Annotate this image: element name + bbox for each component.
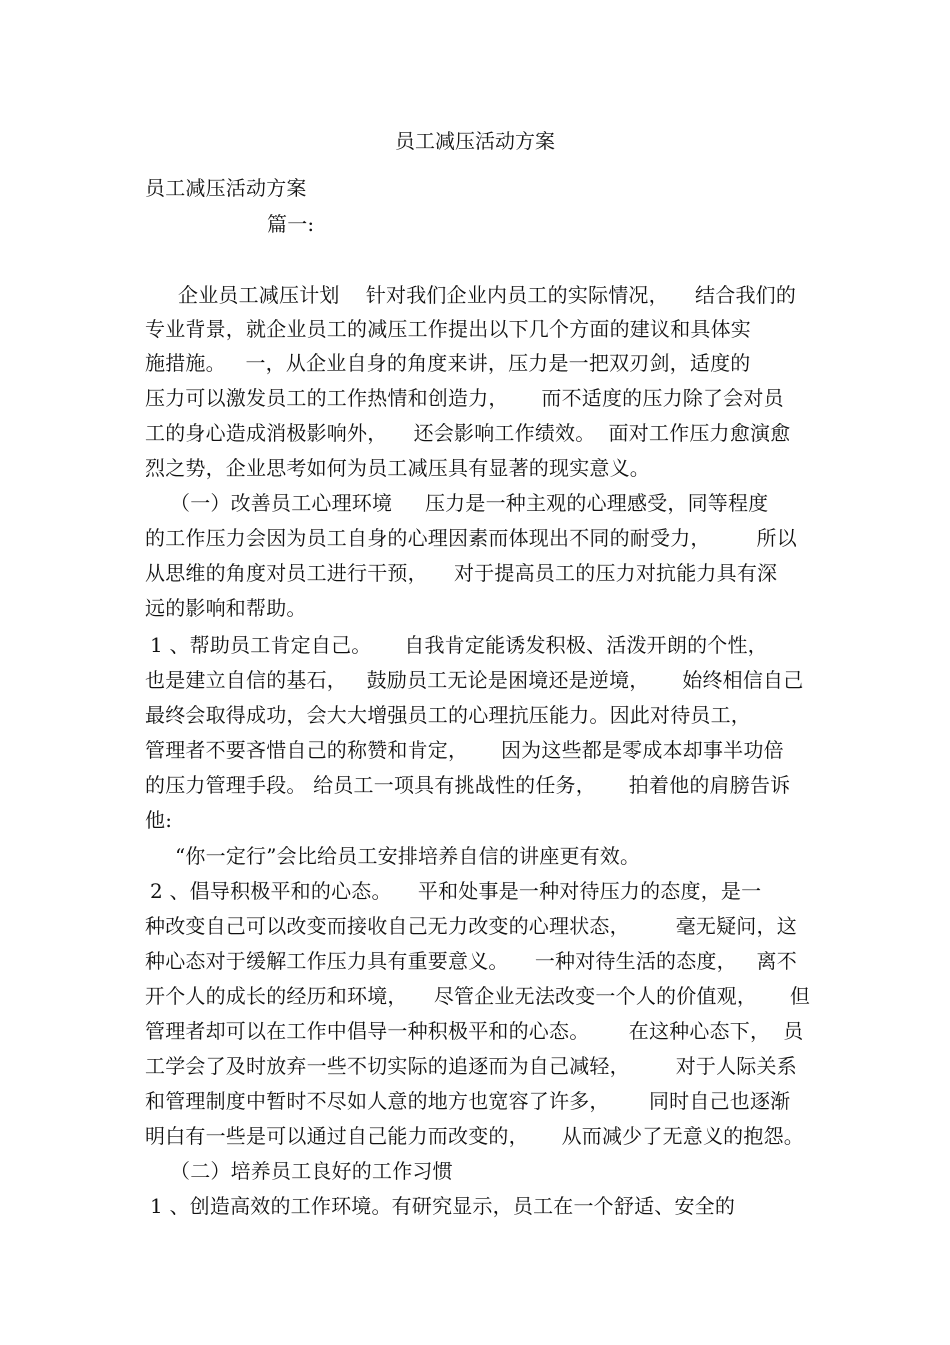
paragraph-line: “你一定行”会比给员工安排培养自信的讲座更有效。 — [175, 844, 641, 868]
document-title: 员工减压活动方案 — [395, 129, 555, 153]
paragraph-line: 施措施。 一，从企业自身的角度来讲，压力是一把双刃剑，适度的 — [145, 351, 751, 375]
paragraph-line: （一）改善员工心理环境 压力是一种主观的心理感受，同等程度 — [170, 491, 769, 515]
paragraph-line: 烈之势，企业思考如何为员工减压具有显著的现实意义。 — [145, 456, 650, 480]
paragraph-line: 明白有一些是可以通过自己能力而改变的， 从而减少了无意义的抱怨。 — [145, 1124, 804, 1148]
paragraph-line: 1 、创造高效的工作环境。有研究显示，员工在一个舒适、安全的 — [150, 1194, 736, 1218]
paragraph-line: 的工作压力会因为员工自身的心理因素而体现出不同的耐受力， 所以 — [145, 526, 797, 550]
paragraph-line: 和管理制度中暂时不尽如人意的地方也宽容了许多， 同时自己也逐渐 — [145, 1089, 791, 1113]
paragraph-line: 管理者却可以在工作中倡导一种积极平和的心态。 在这种心态下， 员 — [145, 1019, 804, 1043]
paragraph-line: 1 、帮助员工肯定自己。 自我肯定能诱发积极、活泼开朗的个性， — [150, 633, 768, 657]
paragraph-line: 最终会取得成功，会大大增强员工的心理抗压能力。因此对待员工， — [145, 703, 751, 727]
paragraph-line: 2 、倡导积极平和的心态。 平和处事是一种对待压力的态度，是一 — [150, 879, 762, 903]
section-heading: 篇一: — [267, 212, 315, 236]
paragraph-line: 管理者不要吝惜自己的称赞和肯定， 因为这些都是零成本却事半功倍 — [145, 738, 784, 762]
paragraph-line: 从思维的角度对员工进行干预， 对于提高员工的压力对抗能力具有深 — [145, 561, 778, 585]
paragraph-line: 种心态对于缓解工作压力具有重要意义。 一种对待生活的态度， 离不 — [145, 949, 797, 973]
paragraph-line: （二）培养员工良好的工作习惯 — [170, 1159, 453, 1183]
paragraph-line: 工学会了及时放弃一些不切实际的追逐而为自己减轻， 对于人际关系 — [145, 1054, 797, 1078]
paragraph-line: 工的身心造成消极影响外， 还会影响工作绩效。 面对工作压力愈演愈 — [145, 421, 791, 445]
paragraph-line: 开个人的成长的经历和环境， 尽管企业无法改变一个人的价值观， 但 — [145, 984, 811, 1008]
document-subtitle: 员工减压活动方案 — [145, 176, 307, 200]
paragraph-line: 也是建立自信的基石， 鼓励员工无论是困境还是逆境， 始终相信自己 — [145, 668, 804, 692]
paragraph-line: 他: — [145, 808, 173, 832]
paragraph-line: 压力可以激发员工的工作热情和创造力， 而不适度的压力除了会对员 — [145, 386, 784, 410]
paragraph-line: 专业背景，就企业员工的减压工作提出以下几个方面的建议和具体实 — [145, 317, 751, 341]
paragraph-line: 企业员工减压计划 针对我们企业内员工的实际情况， 结合我们的 — [178, 283, 797, 307]
paragraph-line: 的压力管理手段。 给员工一项具有挑战性的任务， 拍着他的肩膀告诉 — [145, 773, 791, 797]
paragraph-line: 远的影响和帮助。 — [145, 596, 307, 620]
paragraph-line: 种改变自己可以改变而接收自己无力改变的心理状态， 毫无疑问，这 — [145, 914, 797, 938]
